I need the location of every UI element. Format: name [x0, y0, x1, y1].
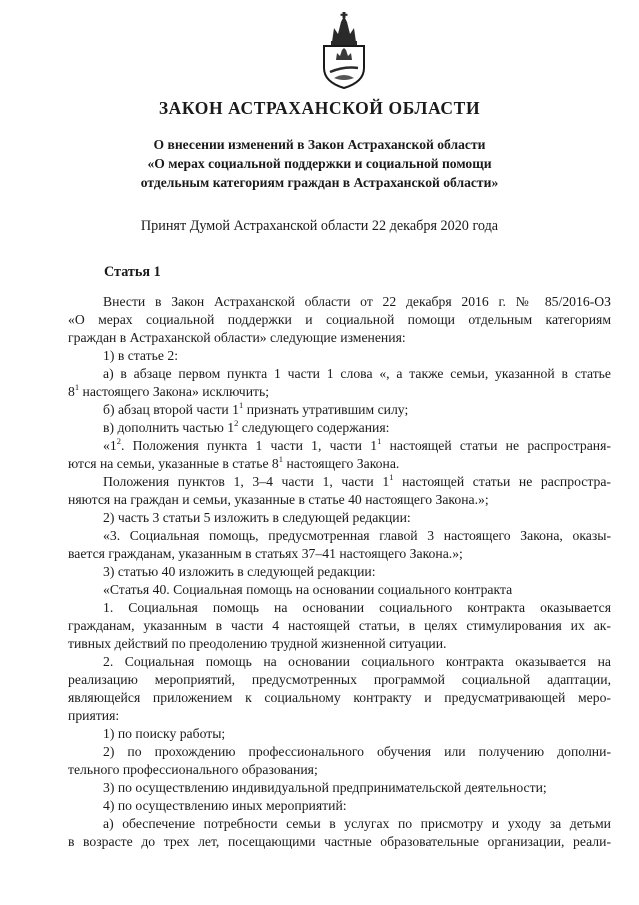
body-line: 1) по поиску работы; [103, 726, 226, 741]
body-line: в) дополнить частью $1^2$ следующего содержания: [103, 419, 390, 435]
subtitle-line-1: О внесении изменений в Закон Астраханской области [153, 137, 486, 152]
body-line: 2. Социальная помощь на основании социального контракта оказывается на [103, 654, 611, 669]
body-line: в возрасте до трех лет, посещающими частные образовательные организации, реали- [68, 834, 611, 849]
law-title: ЗАКОН АСТРАХАНСКОЙ ОБЛАСТИ [158, 98, 481, 118]
body-line: «Статья 40. Социальная помощь на основании социального контракта [103, 582, 513, 597]
article-heading: Статья 1 [104, 264, 161, 280]
body-line: 3) статью 40 изложить в следующей редакции: [103, 564, 376, 579]
adoption-date: Принят Думой Астраханской области 22 декабря 2020 года [140, 218, 499, 234]
body-line: б) абзац второй части $1^1$ признать утратившим силу; [103, 401, 409, 417]
body-line: тельного профессионального образования; [68, 762, 318, 777]
body-line: Внести в Закон Астраханской области от 22 декабря 2016 г. № 85/2016-ОЗ [103, 294, 611, 309]
body-line: тивных действий по преодолению трудной жизненной ситуации. [68, 636, 447, 651]
body-line: Положения пунктов 1, 3–4 части 1, части $1^1$ настоящей статьи не распростра- [103, 473, 611, 489]
body-line: 1) в статье 2: [103, 348, 179, 363]
subtitle-line-3: отдельным категориям граждан в Астраханской области» [140, 175, 499, 190]
body-line: граждан в Астраханской области» следующие изменения: [68, 330, 406, 345]
body-line: «3. Социальная помощь, предусмотренная главой 3 настоящего Закона, оказы- [103, 528, 611, 543]
body-line: 2) часть 3 статьи 5 изложить в следующей редакции: [103, 510, 411, 525]
body-line: 2) по прохождению профессионального обучения или получению дополни- [103, 744, 611, 759]
body-line: а) в абзаце первом пункта 1 части 1 слова «, а также семьи, указанной в статье [103, 366, 611, 381]
body-line: являющейся приложением к социальному контракту и предусматривающей меро- [68, 690, 611, 705]
body-line: 1. Социальная помощь на основании социального контракта оказывается [103, 600, 611, 615]
body-line: приятия: [68, 708, 120, 723]
body-line: «$1^2$. Положения пункта 1 части 1, части $1^1$ настоящей статьи не распространя- [103, 437, 611, 453]
body-line: реализацию мероприятий, предусмотренных программой социальной адаптации, [68, 672, 611, 687]
body-line: вается гражданам, указанным в статьях 37–41 настоящего Закона.»; [68, 546, 463, 561]
body-line: $8^1$ настоящего Закона» исключить; [68, 383, 270, 399]
body-line: «О мерах социальной поддержки и социальной помощи отдельным категориям [68, 312, 611, 327]
body-line: гражданам, указанным в части 4 настоящей статьи, в целях стимулирования их ак- [68, 618, 611, 633]
body-line: няются на граждан и семьи, указанные в статье 40 настоящего Закона.»; [68, 492, 489, 507]
body-line: ются на семьи, указанные в статье $8^1$ настоящего Закона. [68, 455, 400, 471]
body-line: 3) по осуществлению индивидуальной предпринимательской деятельности; [103, 780, 547, 795]
coat-of-arms-emblem [320, 12, 368, 90]
body-line: 4) по осуществлению иных мероприятий: [103, 798, 347, 813]
body-line: а) обеспечение потребности семьи в услугах по присмотру и уходу за детьми [103, 816, 611, 831]
subtitle-line-2: «О мерах социальной поддержки и социальной помощи [147, 156, 492, 171]
